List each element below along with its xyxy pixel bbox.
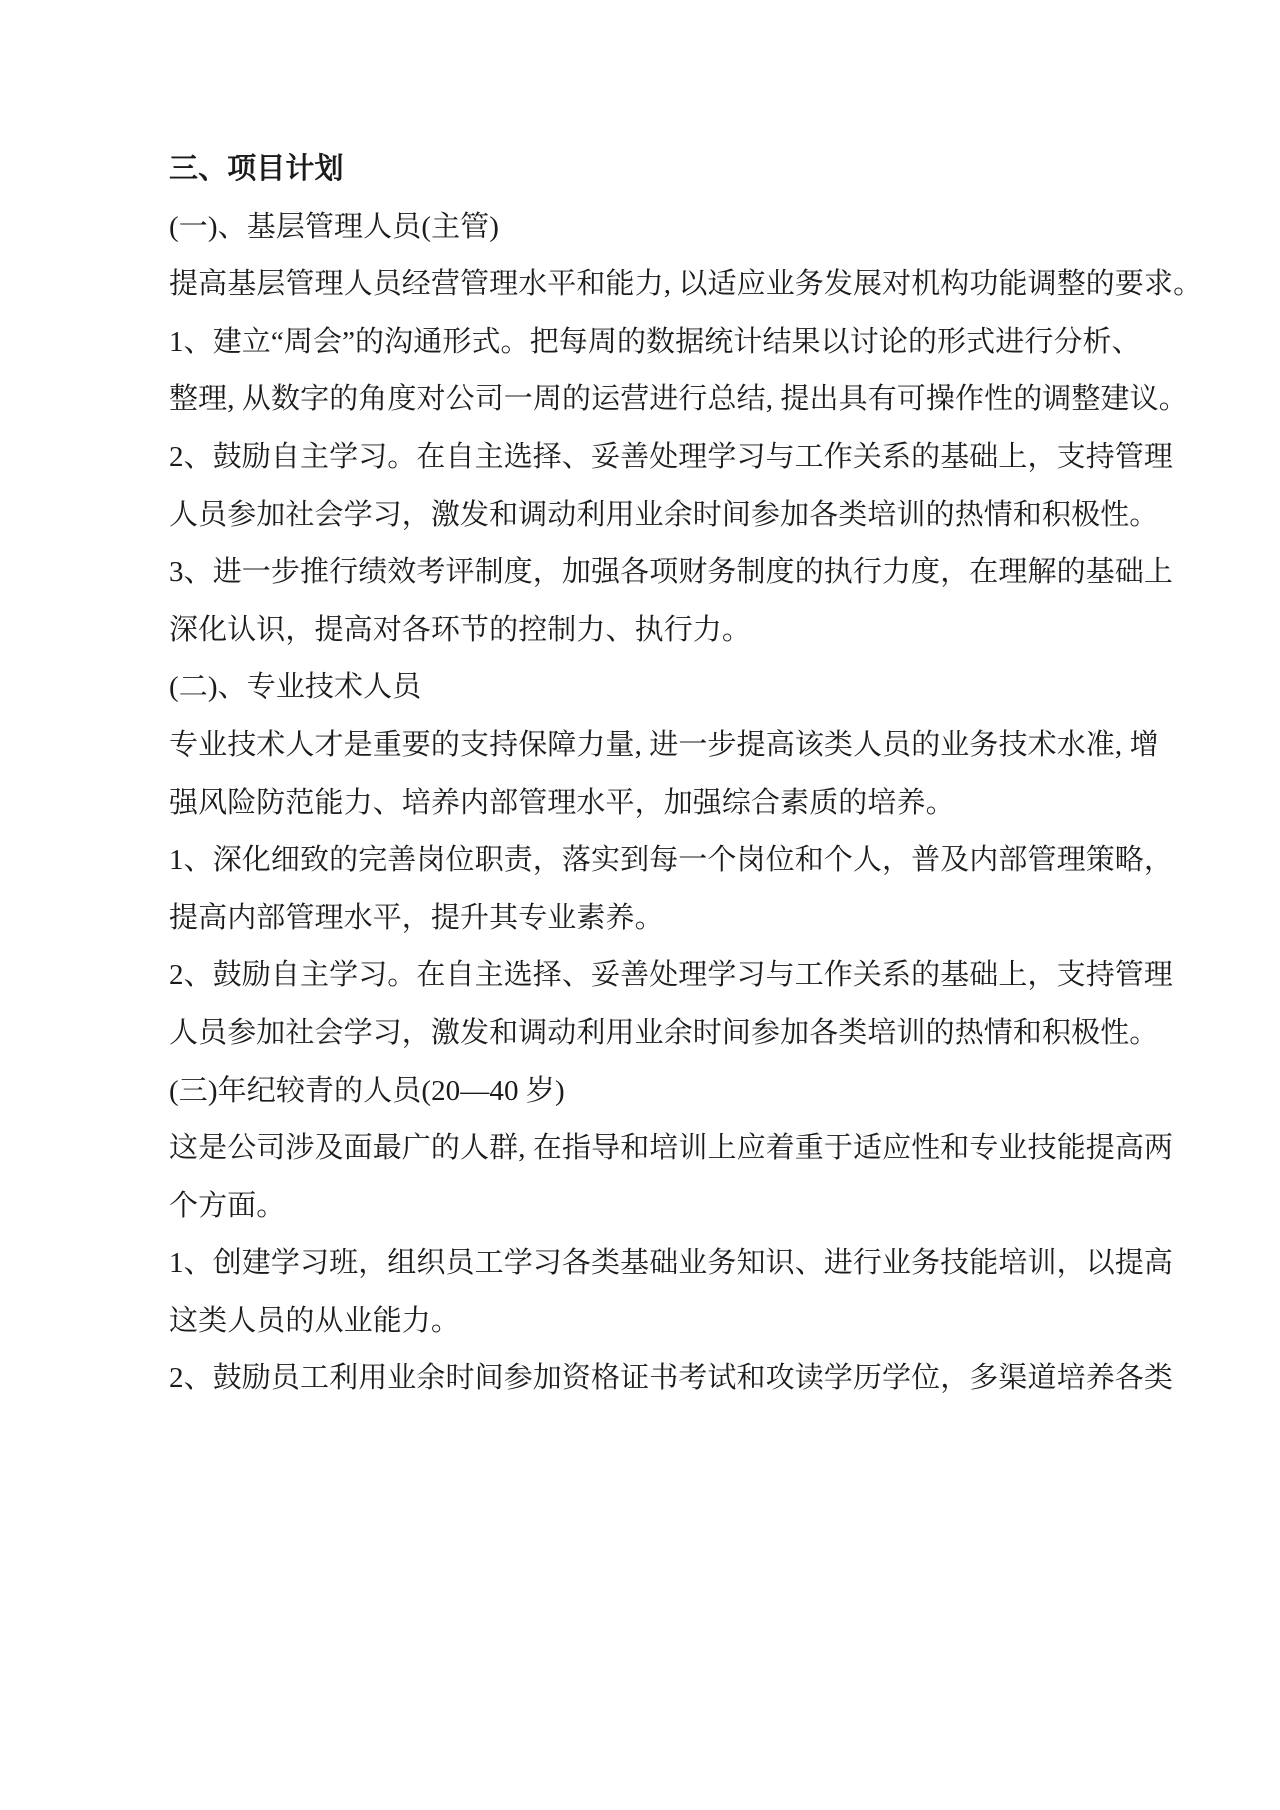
doc-line: 2、鼓励员工利用业余时间参加资格证书考试和攻读学历学位，多渠道培养各类 (169, 1362, 1174, 1395)
doc-line: 这类人员的从业能力。 (169, 1304, 461, 1337)
doc-line: 2、鼓励自主学习。在自主选择、妥善处理学习与工作关系的基础上，支持管理 (169, 959, 1174, 992)
doc-line: 提高基层管理人员经营管理水平和能力, 以适应业务发展对机构功能调整的要求。 (169, 268, 1203, 301)
doc-line: 这是公司涉及面最广的人群, 在指导和培训上应着重于适应性和专业技能提高两 (169, 1132, 1174, 1165)
doc-line-subheading-3: (三)年纪较青的人员(20—40 岁) (169, 1074, 565, 1107)
doc-line: 提高内部管理水平，提升其专业素养。 (169, 901, 664, 934)
doc-line: 人员参加社会学习，激发和调动利用业余时间参加各类培训的热情和积极性。 (169, 1016, 1159, 1049)
doc-line: 2、鼓励自主学习。在自主选择、妥善处理学习与工作关系的基础上，支持管理 (169, 440, 1174, 473)
doc-line: 1、建立“周会”的沟通形式。把每周的数据统计结果以讨论的形式进行分析、 (169, 325, 1141, 358)
doc-line: 人员参加社会学习，激发和调动利用业余时间参加各类培训的热情和积极性。 (169, 498, 1159, 531)
doc-line: 1、创建学习班，组织员工学习各类基础业务知识、进行业务技能培训，以提高 (169, 1247, 1174, 1280)
doc-line: 专业技术人才是重要的支持保障力量, 进一步提高该类人员的业务技术水准, 增 (169, 728, 1159, 761)
doc-line: 整理, 从数字的角度对公司一周的运营进行总结, 提出具有可操作性的调整建议。 (169, 383, 1188, 416)
doc-line: 强风险防范能力、培养内部管理水平，加强综合素质的培养。 (169, 786, 955, 819)
section-heading-project-plan: 三、项目计划 (169, 153, 344, 185)
document-content (169, 141, 1203, 1408)
doc-line: 深化认识，提高对各环节的控制力、执行力。 (169, 613, 752, 646)
doc-line: 个方面。 (169, 1189, 286, 1222)
doc-line-subheading-2: (二)、专业技术人员 (169, 671, 422, 704)
doc-line: 3、进一步推行绩效考评制度，加强各项财务制度的执行力度，在理解的基础上 (169, 556, 1174, 589)
doc-line: 1、深化细致的完善岗位职责，落实到每一个岗位和个人，普及内部管理策略， (169, 844, 1174, 877)
doc-line-subheading-1: (一)、基层管理人员(主管) (169, 210, 500, 243)
